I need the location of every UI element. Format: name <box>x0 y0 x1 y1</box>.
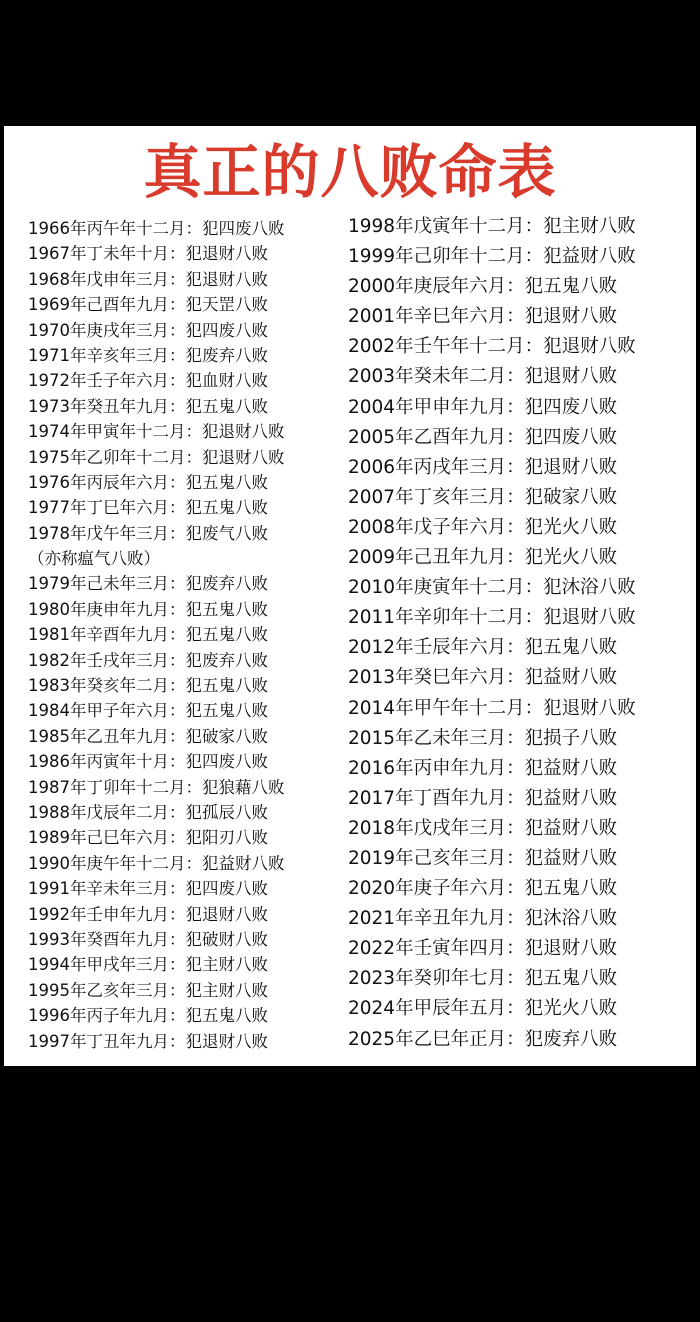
table-row: 2009年己丑年九月：犯光火八败 <box>348 547 618 569</box>
table-row: （亦称瘟气八败） <box>28 549 160 569</box>
table-row: 1986年丙寅年十月：犯四废八败 <box>28 752 268 772</box>
table-row: 1998年戊寅年十二月：犯主财八败 <box>348 216 636 237</box>
table-row: 2010年庚寅年十二月：犯沐浴八败 <box>348 577 636 599</box>
table-row: 1976年丙辰年六月：犯五鬼八败 <box>28 472 268 492</box>
table-row: 1995年乙亥年三月：犯主财八败 <box>28 980 268 1000</box>
right-column <box>348 212 636 1055</box>
table-row: 2019年己亥年三月：犯益财八败 <box>348 847 618 869</box>
table-row: 1966年丙午年十二月：犯四废八败 <box>28 219 285 238</box>
table-row: 2004年甲申年九月：犯四废八败 <box>348 396 618 418</box>
table-row: 1989年己巳年六月：犯阳刃八败 <box>28 828 268 848</box>
table-row: 2005年乙酉年九月：犯四废八败 <box>348 426 618 448</box>
table-row: 2023年癸卯年七月：犯五鬼八败 <box>348 968 618 990</box>
table-row: 1974年甲寅年十二月：犯退财八败 <box>28 422 285 442</box>
table-row: 1967年丁未年十月：犯退财八败 <box>28 244 268 264</box>
table-row: 1999年己卯年十二月：犯益财八败 <box>348 246 636 268</box>
table-row: 2020年庚子年六月：犯五鬼八败 <box>348 878 618 900</box>
table-row: 2000年庚辰年六月：犯五鬼八败 <box>348 276 618 298</box>
table-row: 2003年癸未年二月：犯退财八败 <box>348 366 618 388</box>
table-row: 1980年庚申年九月：犯五鬼八败 <box>28 599 268 619</box>
table-row: 2022年壬寅年四月：犯退财八败 <box>348 938 618 960</box>
table-row: 1982年壬戌年三月：犯废弃八败 <box>28 650 268 670</box>
left-column <box>28 216 285 1054</box>
table-row: 1972年壬子年六月：犯血财八败 <box>28 371 268 391</box>
table-row: 1988年戊辰年二月：犯孤辰八败 <box>28 802 268 822</box>
table-row: 2008年戊子年六月：犯光火八败 <box>348 516 618 538</box>
table-row: 1978年戊午年三月：犯废气八败 <box>28 523 268 543</box>
table-row: 1968年戊申年三月：犯退财八败 <box>28 269 268 289</box>
table-row: 1993年癸酉年九月：犯破财八败 <box>28 929 268 949</box>
table-row: 1991年辛未年三月：犯四废八败 <box>28 879 268 899</box>
table-row: 1983年癸亥年二月：犯五鬼八败 <box>28 676 268 696</box>
table-row: 1975年乙卯年十二月：犯退财八败 <box>28 447 285 467</box>
table-row: 2014年甲午年十二月：犯退财八败 <box>348 697 636 719</box>
table-row: 2015年乙未年三月：犯损子八败 <box>348 727 618 749</box>
table-row: 1987年丁卯年十二月：犯狼藉八败 <box>28 777 285 797</box>
table-row: 1984年甲子年六月：犯五鬼八败 <box>28 701 268 721</box>
table-row: 2006年丙戌年三月：犯退财八败 <box>348 456 618 478</box>
table-row: 1970年庚戌年三月：犯四废八败 <box>28 320 268 340</box>
table-row: 2013年癸巳年六月：犯益财八败 <box>348 667 618 689</box>
table-row: 1973年癸丑年九月：犯五鬼八败 <box>28 396 268 416</box>
table-row: 2018年戊戌年三月：犯益财八败 <box>348 817 618 839</box>
table-row: 1994年甲戌年三月：犯主财八败 <box>28 955 268 975</box>
table-row: 2021年辛丑年九月：犯沐浴八败 <box>348 908 618 930</box>
table-row: 1979年己未年三月：犯废弃八败 <box>28 574 268 594</box>
table-row: 2017年丁酉年九月：犯益财八败 <box>348 787 618 809</box>
table-row: 2011年辛卯年十二月：犯退财八败 <box>348 607 636 629</box>
table-row: 2001年辛巳年六月：犯退财八败 <box>348 306 618 328</box>
table-row: 2012年壬辰年六月：犯五鬼八败 <box>348 637 618 659</box>
table-row: 2024年甲辰年五月：犯光火八败 <box>348 998 618 1020</box>
table-row: 1977年丁巳年六月：犯五鬼八败 <box>28 498 268 518</box>
table-row: 1992年壬申年九月：犯退财八败 <box>28 904 268 924</box>
table-row: 2025年乙巳年正月：犯废弃八败 <box>348 1028 618 1050</box>
page-title: 真正的八败命表 <box>143 138 557 206</box>
table-row: 2016年丙申年九月：犯益财八败 <box>348 757 618 779</box>
table-row: 1971年辛亥年三月：犯废弃八败 <box>28 345 268 365</box>
table-row: 2007年丁亥年三月：犯破家八败 <box>348 486 618 508</box>
table-row: 1997年丁丑年九月：犯退财八败 <box>28 1031 268 1051</box>
table-row: 2002年壬午年十二月：犯退财八败 <box>348 336 636 358</box>
table-row: 1969年己酉年九月：犯天罡八败 <box>28 295 268 315</box>
table-row: 1996年丙子年九月：犯五鬼八败 <box>28 1006 268 1026</box>
table-row: 1985年乙丑年九月：犯破家八败 <box>28 726 268 746</box>
table-row: 1981年辛酉年九月：犯五鬼八败 <box>28 625 268 645</box>
table-row: 1990年庚午年十二月：犯益财八败 <box>28 853 285 873</box>
document-page <box>4 126 696 1066</box>
